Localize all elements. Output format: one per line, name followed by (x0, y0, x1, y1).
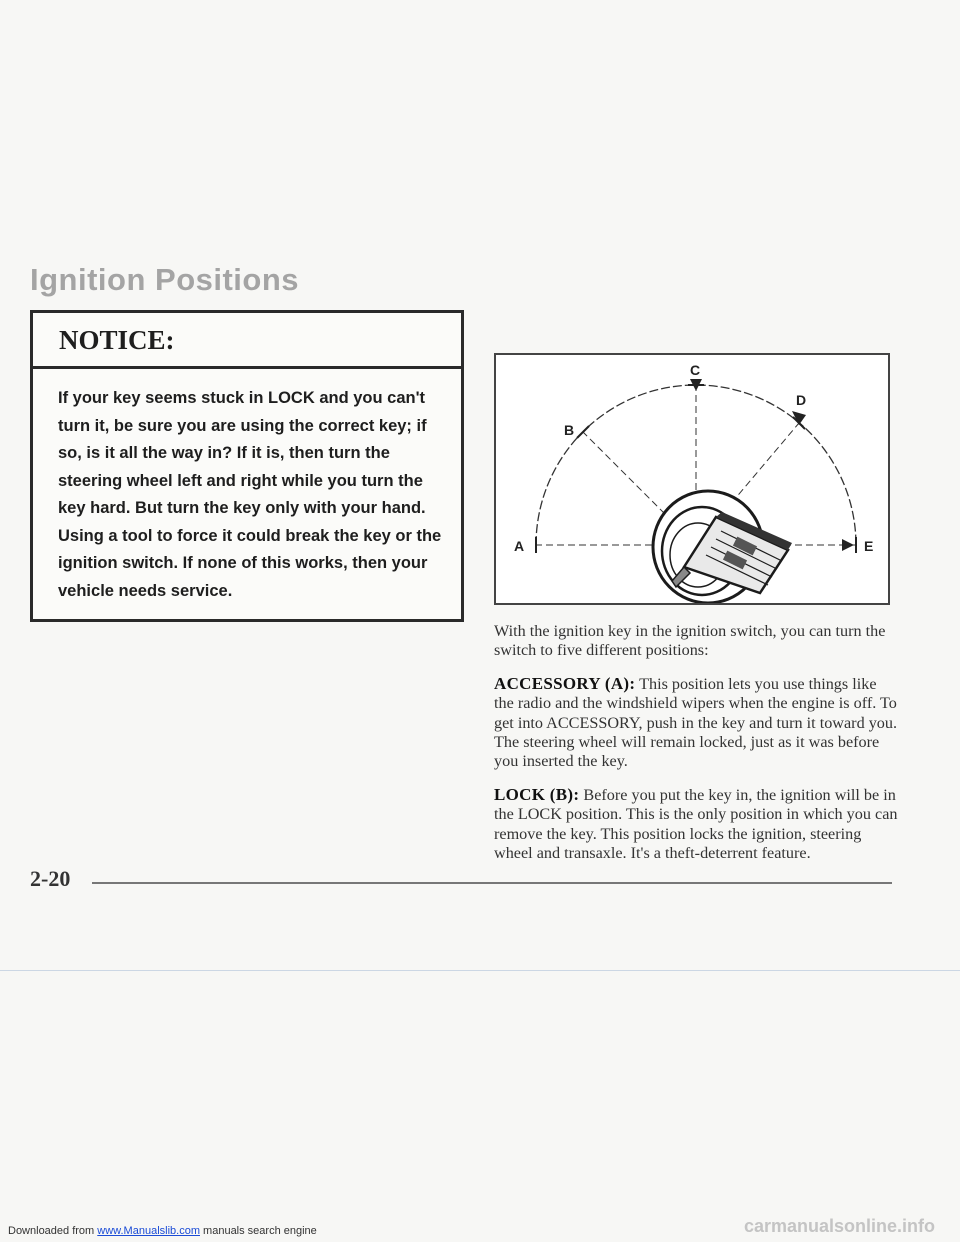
label-b: B (564, 422, 575, 438)
section-title: Ignition Positions (30, 262, 300, 297)
accessory-text: This position lets you use things like the radio and the windshield wipers when the engine is off. To get into ACCESSORY, push in the key and turn it toward you. The steering wheel will remain locked, just as it was before you inserted the key. (494, 674, 898, 771)
lock-paragraph (494, 785, 900, 864)
label-a: A (514, 538, 525, 554)
page-number: 2-20 (30, 866, 71, 891)
footer-rule (92, 882, 892, 884)
label-d: D (796, 392, 807, 408)
lock-term: LOCK (B): (494, 784, 580, 804)
notice-body: If your key seems stuck in LOCK and you can't turn it, be sure you are using the correct key; if so, is it all the way in? If it is, then turn the steering wheel left and right while you turn the key hard. But turn the key only with your hand. Using a tool to force it could break the key or the ignition switch. If none of this works, then your vehicle needs service. (58, 389, 442, 600)
ignition-positions-diagram (494, 353, 890, 605)
download-watermark (8, 1225, 317, 1237)
notice-heading: NOTICE: (33, 313, 461, 369)
ignition-diagram-svg (496, 355, 888, 603)
site-logo: carmanualsonline.info (744, 1216, 936, 1236)
tick-b (577, 426, 589, 438)
notice-box (30, 310, 464, 622)
watermark-suffix: manuals search engine (203, 1225, 317, 1237)
label-e: E (864, 538, 874, 554)
watermark-prefix: Downloaded from (8, 1225, 95, 1237)
intro-paragraph: With the ignition key in the ignition switch, you can turn the switch to five different positions: (494, 622, 886, 660)
accessory-paragraph (494, 674, 900, 772)
accessory-term: ACCESSORY (A): (494, 673, 636, 693)
label-c: C (690, 362, 701, 378)
lock-text: Before you put the key in, the ignition will be in the LOCK position. This is the only position in which you can remove the key. This position locks the ignition, steering wheel and transaxle. It's a theft-deterrent feature. (494, 785, 898, 863)
manualslib-link[interactable]: www.Manualslib.com (97, 1225, 200, 1237)
positions-text (494, 622, 900, 876)
scan-edge-rule (0, 970, 960, 971)
arrowhead-e (842, 539, 854, 551)
